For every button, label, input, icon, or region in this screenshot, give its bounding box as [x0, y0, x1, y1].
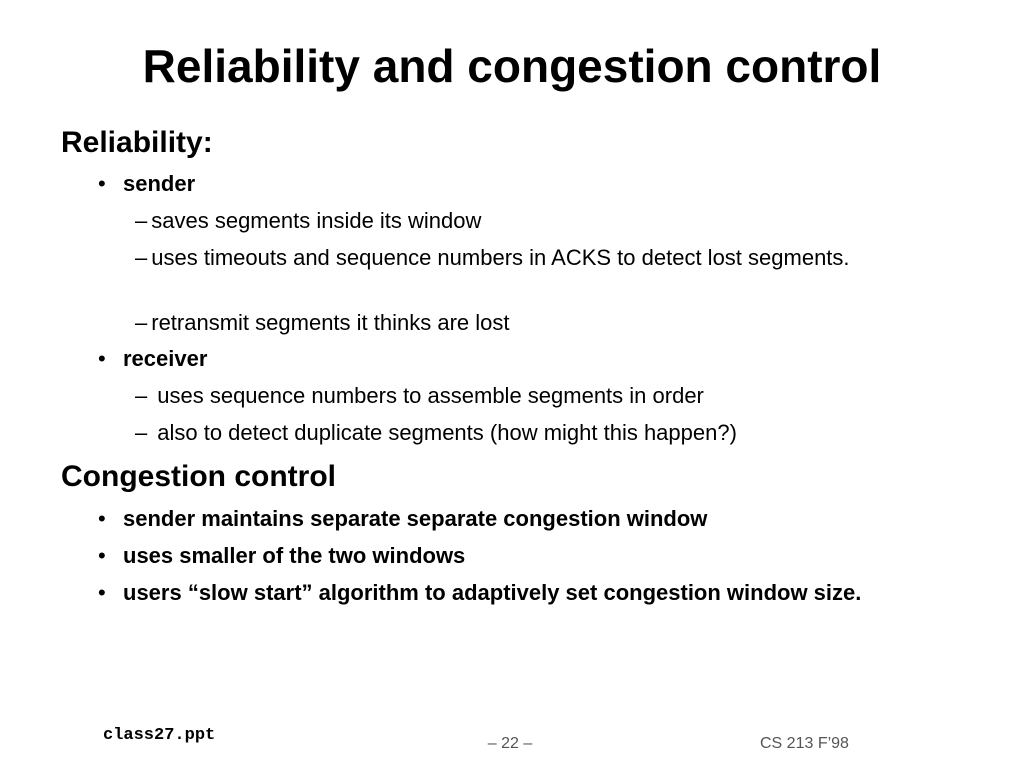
bullet-glyph: • — [98, 171, 106, 196]
sub-bullet — [135, 207, 911, 235]
bullet-text: sender — [123, 171, 196, 196]
sub-bullet-text: retransmit segments it thinks are lost — [151, 310, 510, 335]
dash-glyph: – — [135, 310, 148, 335]
dash-glyph: – — [135, 245, 148, 270]
sub-bullet-text: saves segments inside its window — [151, 208, 482, 233]
sub-bullet-text: also to detect duplicate segments (how might this happen?) — [157, 420, 737, 445]
dash-glyph: – — [135, 383, 148, 408]
bullet-receiver — [98, 345, 207, 373]
section-heading-congestion-control: Congestion control — [61, 460, 336, 493]
dash-glyph: – — [135, 420, 148, 445]
bullet-text: sender maintains separate separate congestion window — [123, 506, 708, 531]
bullet-text: users “slow start” algorithm to adaptively set congestion window size. — [123, 580, 862, 605]
sub-bullet — [135, 419, 917, 447]
sub-bullet — [135, 309, 911, 337]
footer-course-label: CS 213 F’98 — [760, 735, 849, 752]
bullet-sender — [98, 170, 195, 198]
bullet-text: receiver — [123, 346, 208, 371]
sub-bullet-text: uses sequence numbers to assemble segments in order — [157, 383, 704, 408]
bullet-glyph: • — [98, 543, 106, 568]
bullet-item — [98, 542, 465, 570]
bullet-glyph: • — [98, 580, 106, 605]
slide-title: Reliability and congestion control — [142, 40, 882, 92]
dash-glyph: – — [135, 208, 148, 233]
bullet-text: uses smaller of the two windows — [123, 543, 466, 568]
sub-bullet-text: uses timeouts and sequence numbers in ACKS to detect lost segments. — [151, 245, 850, 270]
bullet-item — [98, 579, 923, 607]
sub-bullet — [135, 382, 917, 410]
bullet-glyph: • — [98, 506, 106, 531]
footer-filename: class27.ppt — [103, 726, 216, 745]
section-heading-reliability: Reliability: — [61, 126, 213, 159]
sub-bullet — [135, 244, 851, 272]
footer-page-number: – 22 – — [487, 735, 533, 752]
bullet-item — [98, 505, 707, 533]
bullet-glyph: • — [98, 346, 106, 371]
